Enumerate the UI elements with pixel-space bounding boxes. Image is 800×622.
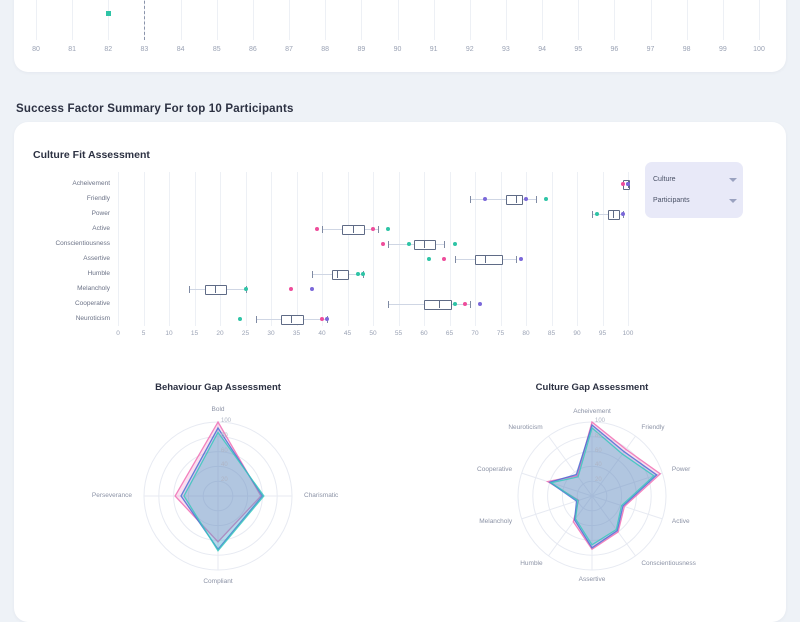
whisker-cap <box>388 241 389 248</box>
radar-axis-label: Charismatic <box>304 492 339 499</box>
x-tick-label: 91 <box>429 46 438 53</box>
scatter-point <box>478 302 482 306</box>
gridline <box>181 0 182 40</box>
x-tick-label: 93 <box>502 46 510 53</box>
radar-ring-label: 80 <box>221 432 228 439</box>
radar-axis-label: Compliant <box>203 578 233 585</box>
radar-axis-label: Acheivement <box>573 408 611 415</box>
gridline <box>723 0 724 40</box>
scatter-point <box>544 197 548 201</box>
radar-axis-label: Humble <box>520 559 543 567</box>
culture-gap-title: Culture Gap Assessment <box>535 382 649 393</box>
gridline <box>628 172 629 326</box>
gridline <box>526 172 527 326</box>
culture-gap-radar <box>477 400 696 600</box>
gridline <box>297 172 298 326</box>
gridline <box>651 0 652 40</box>
data-point-marker <box>106 11 111 16</box>
x-tick-label: 15 <box>190 330 199 337</box>
gridline <box>246 172 247 326</box>
category-label: Assertive <box>83 254 110 262</box>
legend-item-label: Culture <box>653 176 676 183</box>
median-line <box>613 210 614 218</box>
scatter-point <box>626 182 630 186</box>
x-tick-label: 65 <box>445 330 454 337</box>
x-tick-label: 95 <box>598 330 607 337</box>
threshold-line <box>144 0 145 40</box>
x-tick-label: 88 <box>321 46 330 53</box>
gridline <box>475 172 476 326</box>
culture-fit-title: Culture Fit Assessment <box>33 149 150 161</box>
gridline <box>271 172 272 326</box>
chevron-down-icon[interactable] <box>729 199 737 203</box>
scatter-point <box>381 242 385 246</box>
x-tick-label: 95 <box>574 46 583 53</box>
category-label: Friendly <box>86 194 110 202</box>
radar-axis-label: Neuroticism <box>508 424 543 432</box>
scatter-point <box>361 272 365 276</box>
gridline <box>289 0 290 40</box>
category-label: Neuroticism <box>75 314 110 322</box>
top-chart-card <box>14 0 786 72</box>
x-tick-label: 92 <box>465 46 474 53</box>
gridline <box>501 172 502 326</box>
radar-ring-label: 100 <box>595 418 606 424</box>
gridline <box>220 172 221 326</box>
x-tick-label: 90 <box>573 330 581 337</box>
radar-svg <box>118 400 318 600</box>
box[interactable] <box>332 270 349 280</box>
gridline <box>72 0 73 40</box>
whisker-cap <box>470 196 471 203</box>
scatter-point <box>621 182 625 186</box>
gridline <box>217 0 218 40</box>
scatter-point <box>453 302 457 306</box>
whisker-cap <box>516 256 517 263</box>
culture-fit-boxplot <box>55 172 634 337</box>
x-tick-label: 0 <box>116 330 120 337</box>
gridline <box>506 0 507 40</box>
x-tick-label: 20 <box>216 330 224 337</box>
x-tick-label: 100 <box>753 46 765 53</box>
chevron-down-icon[interactable] <box>729 178 737 182</box>
radar-axis-label: Friendly <box>641 424 665 432</box>
scatter-point <box>407 242 411 246</box>
scatter-point <box>320 317 324 321</box>
radar-axis-label: Power <box>671 466 691 474</box>
x-tick-label: 30 <box>267 330 275 337</box>
scatter-point <box>524 197 528 201</box>
x-tick-label: 55 <box>394 330 403 337</box>
scatter-point <box>289 287 293 291</box>
radar-axis-label: Conscientiousness <box>641 559 696 567</box>
radar-axis-label: Melancholy <box>479 517 513 525</box>
median-line <box>439 300 440 308</box>
gridline <box>253 0 254 40</box>
x-tick-label: 60 <box>420 330 428 337</box>
gridline <box>373 172 374 326</box>
category-label: Melancholy <box>77 284 110 292</box>
scatter-point <box>315 227 319 231</box>
x-tick-label: 97 <box>646 46 655 53</box>
scatter-point <box>310 287 314 291</box>
box[interactable] <box>506 195 523 205</box>
radar-ring-label: 40 <box>221 462 228 469</box>
category-label: Active <box>92 224 110 232</box>
x-tick-label: 85 <box>547 330 556 337</box>
x-tick-label: 89 <box>357 46 366 53</box>
gridline <box>348 172 349 326</box>
radar-axis-label: Bold <box>211 406 225 413</box>
gridline <box>542 0 543 40</box>
scatter-point <box>463 302 467 306</box>
x-tick-label: 82 <box>104 46 113 53</box>
radar-ring-label: 40 <box>595 462 602 469</box>
median-line <box>215 285 216 293</box>
gridline <box>687 0 688 40</box>
x-tick-label: 96 <box>610 46 619 53</box>
x-tick-label: 86 <box>248 46 257 53</box>
x-tick-label: 25 <box>241 330 250 337</box>
box[interactable] <box>424 300 452 310</box>
x-tick-label: 80 <box>32 46 40 53</box>
x-tick-label: 83 <box>140 46 149 53</box>
x-tick-label: 10 <box>165 330 173 337</box>
category-label: Conscientiousness <box>55 239 110 247</box>
x-tick-label: 81 <box>68 46 77 53</box>
gridline <box>578 0 579 40</box>
gridline <box>759 0 760 40</box>
whisker-cap <box>536 196 537 203</box>
gridline <box>470 0 471 40</box>
scatter-point <box>244 287 248 291</box>
radar-ring-label: 100 <box>221 418 232 424</box>
x-tick-label: 40 <box>318 330 326 337</box>
whisker-cap <box>455 256 456 263</box>
gridline <box>434 0 435 40</box>
radar-ring-label: 60 <box>595 447 602 454</box>
category-label: Power <box>91 209 110 217</box>
legend-item-culture[interactable] <box>653 172 737 187</box>
category-label: Cooperative <box>74 299 110 307</box>
gridline <box>195 172 196 326</box>
radar-ring-label: 20 <box>595 477 602 484</box>
gridline <box>322 172 323 326</box>
gridline <box>614 0 615 40</box>
whisker-cap <box>256 316 257 323</box>
scatter-point <box>453 242 457 246</box>
gridline <box>398 0 399 40</box>
scatter-point <box>519 257 523 261</box>
whisker-cap <box>189 286 190 293</box>
median-line <box>485 255 486 263</box>
scatter-point <box>371 227 375 231</box>
median-line <box>291 315 292 323</box>
gridline <box>144 172 145 326</box>
gridline <box>577 172 578 326</box>
radar-ring-label: 60 <box>221 447 228 454</box>
legend-item-participants[interactable] <box>653 193 737 208</box>
x-tick-label: 70 <box>471 330 479 337</box>
x-tick-label: 35 <box>292 330 301 337</box>
box[interactable] <box>608 210 620 220</box>
radar-axis-label: Perseverance <box>91 492 132 499</box>
x-tick-label: 90 <box>393 46 402 53</box>
x-tick-label: 5 <box>141 330 146 337</box>
whisker-cap <box>322 226 323 233</box>
x-tick-label: 100 <box>622 330 634 337</box>
scatter-point <box>427 257 431 261</box>
x-tick-label: 75 <box>496 330 505 337</box>
gridline <box>361 0 362 40</box>
radar-ring-label: 80 <box>595 432 602 439</box>
x-tick-label: 84 <box>176 46 185 53</box>
median-line <box>516 195 517 203</box>
gridline <box>36 0 37 40</box>
scatter-point <box>386 227 390 231</box>
x-tick-label: 99 <box>718 46 727 53</box>
whisker-cap <box>592 211 593 218</box>
x-tick-label: 45 <box>343 330 352 337</box>
box[interactable] <box>475 255 503 265</box>
scatter-point <box>483 197 487 201</box>
behaviour-gap-radar <box>91 400 339 600</box>
scatter-point <box>595 212 599 216</box>
gridline <box>603 172 604 326</box>
whisker-cap <box>388 301 389 308</box>
radar-axis-label: Cooperative <box>477 466 513 474</box>
scatter-point <box>442 257 446 261</box>
scatter-point <box>621 212 625 216</box>
x-tick-label: 80 <box>522 330 530 337</box>
category-label: Acheivement <box>72 179 110 187</box>
radar-axis-label: Assertive <box>578 576 606 583</box>
page-title: Success Factor Summary For top 10 Participants <box>16 103 294 115</box>
gridline <box>552 172 553 326</box>
whisker-cap <box>312 271 313 278</box>
x-tick-label: 50 <box>369 330 377 337</box>
x-tick-label: 94 <box>538 46 546 53</box>
gridline <box>108 0 109 40</box>
radar-series <box>551 428 654 545</box>
median-line <box>337 270 338 278</box>
whisker-cap <box>470 301 471 308</box>
gridline <box>169 172 170 326</box>
x-tick-label: 87 <box>285 46 293 53</box>
gridline <box>118 172 119 326</box>
radar-axis-label: Active <box>671 517 690 525</box>
legend-item-label: Participants <box>653 197 690 204</box>
radar-ring-label: 20 <box>221 477 228 484</box>
scatter-point <box>325 317 329 321</box>
scatter-point <box>238 317 242 321</box>
chart-legend-panel[interactable] <box>645 162 743 218</box>
gridline <box>325 0 326 40</box>
whisker-cap <box>378 226 379 233</box>
category-label: Humble <box>87 269 110 277</box>
x-tick-label: 98 <box>682 46 691 53</box>
x-tick-label: 85 <box>212 46 221 53</box>
whisker-cap <box>444 241 445 248</box>
median-line <box>424 240 425 248</box>
behaviour-gap-title: Behaviour Gap Assessment <box>155 382 281 393</box>
scatter-point <box>356 272 360 276</box>
median-line <box>353 225 354 233</box>
